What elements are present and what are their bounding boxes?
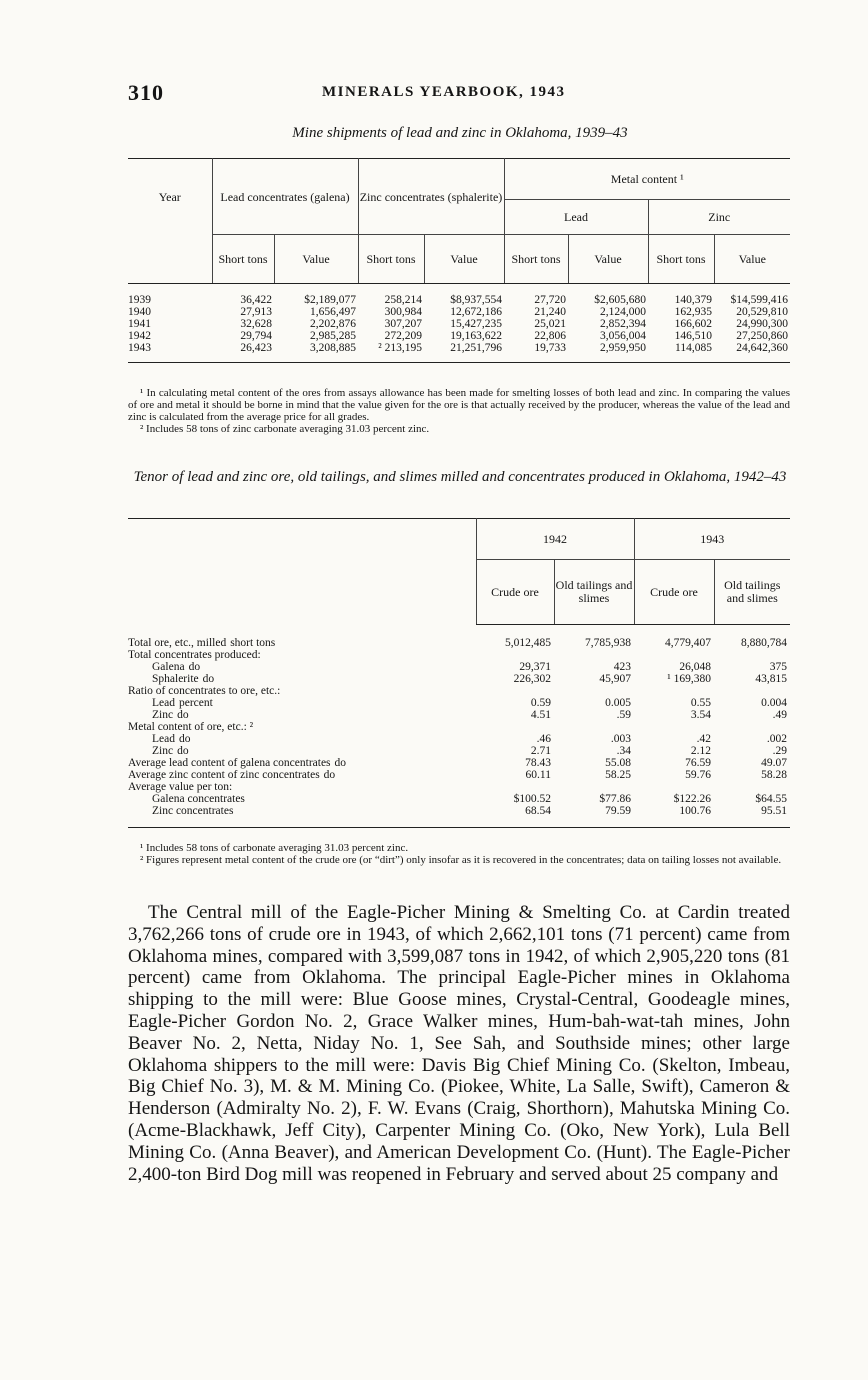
table-cell: 21,240 [534, 306, 566, 318]
table-row [128, 342, 790, 363]
table-cell: 43,815 [755, 673, 787, 685]
body-paragraph: The Central mill of the Eagle-Picher Mining & Smelting Co. at Cardin treated 3,762,266 tons of crude ore in 1943, of which 2,662,101 tons (71 percent) came from Oklahoma mines, compared with 3,599,087 tons in 1942, of which 2,905,220 tons (81 percent) came from Oklahoma. The principal Eagle-Picher mines in Oklahoma shipping to the mill were: Blue Goose mines, Crystal-Central, Goodeagle mines, Eagle-Picher Gordon No. 2, Grace Walker mines, Hum-bah-wat-tah mines, John Beaver No. 2, Netta, Niday No. 1, See Sah, and Southside mines; other large Oklahoma shippers to the mill were: Davis Big Chief Mining Co. (Skelton, Imbeau, Big Chief No. 3), M. & M. Mining Co. (Piokee, White, La Salle, Swift), Cameron & Henderson (Admiralty No. 2), F. W. Evans (Craig, Shorthorn), Mahutska Mining Co. (Acme-Blackhawk, Jeff City), Carpenter Mining Co. (Oko, New York), Lula Bell Mining Co. (Anna Beaver), and American Development Co. (Hunt). The Eagle-Picher 2,400-ton Bird Dog mill was reopened in February and served about 25 company and [128, 902, 790, 1185]
row-label [128, 733, 476, 745]
table-cell: $14,599,416 [730, 294, 788, 306]
page-number: 310 [128, 80, 164, 105]
table-cell: 140,379 [674, 294, 712, 306]
table-cell: ¹ 169,380 [667, 673, 711, 685]
metal-zinc-header: Zinc [648, 200, 790, 235]
table-cell: 0.55 [690, 697, 711, 709]
metal-lead-header: Lead [504, 200, 648, 235]
table-cell: 258,214 [384, 294, 422, 306]
col-old-tailings: Old tailings and slimes [714, 560, 790, 625]
table-cell: 0.59 [530, 697, 551, 709]
table-row [128, 709, 790, 721]
row-label [128, 697, 476, 709]
table-cell: 36,422 [240, 294, 272, 306]
table-cell: $2,189,077 [304, 294, 356, 306]
page-header [128, 80, 790, 106]
table-row [128, 284, 790, 307]
table-row [128, 625, 790, 650]
row-label-text: Zinc [152, 745, 174, 757]
row-label-text: Zinc concentrates [152, 805, 234, 817]
table1-footnotes [128, 387, 790, 435]
table-cell: $77.86 [599, 793, 631, 805]
table-cell: $2,605,680 [594, 294, 646, 306]
col-short-tons: Short tons [212, 235, 274, 284]
table-cell: 2,985,285 [310, 330, 356, 342]
row-label-text: Sphalerite [152, 673, 199, 685]
row-label-text: Average zinc content of zinc concentrates [128, 769, 320, 781]
table-cell: 78.43 [525, 757, 551, 769]
year-1942-header: 1942 [476, 519, 634, 560]
year-header: Year [158, 189, 181, 204]
table-cell: 7,785,938 [585, 637, 631, 649]
table-cell: 300,984 [384, 306, 422, 318]
table-cell: 22,806 [534, 330, 566, 342]
col-value: Value [424, 235, 504, 284]
zinc-concentrates-header: Zinc concentrates (sphalerite) [358, 159, 504, 235]
table-cell [634, 781, 714, 793]
table-cell: .59 [616, 709, 631, 721]
footnote: ¹ Includes 58 tons of carbonate averaging 31.03 percent zinc. [140, 842, 409, 854]
table-cell: 146,510 [674, 330, 712, 342]
table-cell: 3.54 [690, 709, 711, 721]
row-unit: do [178, 733, 191, 745]
table-cell: 29,794 [240, 330, 272, 342]
table-cell [714, 781, 790, 793]
table-cell [714, 721, 790, 733]
row-label [128, 709, 476, 721]
row-unit: do [202, 673, 215, 685]
table-row [128, 318, 790, 330]
year-cell: 1940 [128, 306, 151, 318]
year-cell: 1941 [128, 318, 151, 330]
table-cell [476, 649, 554, 661]
running-title: MINERALS YEARBOOK, 1943 [322, 84, 566, 100]
table-cell: 2.12 [690, 745, 711, 757]
table-cell: .49 [772, 709, 787, 721]
table-cell: 19,733 [504, 342, 568, 363]
table-cell: .42 [696, 733, 711, 745]
table-cell: 100.76 [634, 805, 714, 828]
row-label-text: Lead [152, 733, 175, 745]
table-cell: .29 [772, 745, 787, 757]
table-cell: 49.07 [761, 757, 787, 769]
table-row [128, 649, 790, 661]
table-cell [476, 685, 554, 697]
table-cell: 114,085 [648, 342, 714, 363]
table-cell: 162,935 [674, 306, 712, 318]
table-cell: 95.51 [714, 805, 790, 828]
table-cell: 2,852,394 [600, 318, 646, 330]
table-row [128, 661, 790, 673]
table-cell: 15,427,235 [450, 318, 502, 330]
table-row [128, 685, 790, 697]
table-row [128, 745, 790, 757]
table-cell: 24,642,360 [714, 342, 790, 363]
table-cell [476, 721, 554, 733]
year-cell: 1939 [128, 294, 151, 306]
row-label [128, 805, 476, 828]
row-label [128, 781, 476, 793]
table-cell: $64.55 [755, 793, 787, 805]
table-cell: 3,208,885 [274, 342, 358, 363]
lead-concentrates-header: Lead concentrates (galena) [212, 159, 358, 235]
row-unit: short tons [230, 636, 276, 649]
table-cell: 24,990,300 [736, 318, 788, 330]
table-cell: $8,937,554 [450, 294, 502, 306]
table-row [128, 721, 790, 733]
table-cell: 0.005 [605, 697, 631, 709]
table-cell [554, 649, 634, 661]
table-cell: 1,656,497 [310, 306, 356, 318]
table-row [128, 733, 790, 745]
table-cell [476, 781, 554, 793]
table-cell: 27,250,860 [736, 330, 788, 342]
table-cell: .46 [536, 733, 551, 745]
table-cell: 25,021 [534, 318, 566, 330]
table-cell: 272,209 [384, 330, 422, 342]
table-cell: $100.52 [513, 793, 551, 805]
row-label-text: Lead [152, 697, 175, 709]
table-cell [634, 649, 714, 661]
row-unit: do [188, 661, 201, 673]
table-cell: 2,959,950 [568, 342, 648, 363]
table-row [128, 306, 790, 318]
table-cell: $122.26 [673, 793, 711, 805]
table-row [128, 330, 790, 342]
table-cell: 32,628 [240, 318, 272, 330]
col-value: Value [714, 235, 790, 284]
row-label-text: Ratio of concentrates to ore, etc.: [128, 685, 281, 697]
metal-content-header: Metal content ¹ [504, 159, 790, 200]
table-cell: 2,202,876 [310, 318, 356, 330]
row-label-text: Average value per ton: [128, 781, 233, 793]
table2-footnotes [128, 842, 790, 866]
col-short-tons: Short tons [648, 235, 714, 284]
table-cell: ² 213,195 [358, 342, 424, 363]
table-cell: 375 [769, 661, 787, 673]
row-label [128, 745, 476, 757]
table-row [128, 769, 790, 781]
table-cell: 12,672,186 [450, 306, 502, 318]
lead-zinc-shipments-table [128, 158, 790, 363]
footnote: ² Includes 58 tons of zinc carbonate averaging 31.03 percent zinc. [140, 423, 430, 435]
year-1943-header: 1943 [634, 519, 790, 560]
table-cell: 58.28 [761, 769, 787, 781]
table-cell: 45,907 [599, 673, 631, 685]
row-label-text: Total concentrates produced: [128, 649, 261, 661]
table-cell [714, 649, 790, 661]
table-cell: 21,251,796 [424, 342, 504, 363]
row-unit: percent [178, 697, 213, 709]
footnote: ¹ In calculating metal content of the ores from assays allowance has been made for smelting losses of both lead and zinc. In comparing the values of ore and metal it should be borne in mind that the value given for the ore is that actually received by the producer, whereas the value of the lead and zinc is calculated from the average price for all grades. [128, 387, 790, 423]
row-label [128, 661, 476, 673]
row-label [128, 649, 476, 661]
row-label-text: Galena concentrates [152, 793, 245, 805]
col-short-tons: Short tons [358, 235, 424, 284]
col-old-tailings: Old tailings and slimes [554, 560, 634, 625]
table-row [128, 793, 790, 805]
table-cell [554, 781, 634, 793]
table-cell: 19,163,622 [450, 330, 502, 342]
table-row [128, 697, 790, 709]
col-crude-ore: Crude ore [476, 560, 554, 625]
table-cell: 58.25 [605, 769, 631, 781]
table-cell [554, 721, 634, 733]
table-cell: 60.11 [525, 769, 551, 781]
row-label [128, 673, 476, 685]
table-cell: 8,880,784 [741, 637, 787, 649]
row-label-text: Metal content of ore, etc.: ² [128, 721, 254, 733]
row-unit: do [177, 745, 189, 757]
table-cell: 3,056,004 [600, 330, 646, 342]
table-cell: 68.54 [476, 805, 554, 828]
table-cell: 2,124,000 [600, 306, 646, 318]
table-cell: 26,048 [679, 661, 711, 673]
table-row [128, 805, 790, 828]
tenor-ore-table [128, 518, 790, 828]
table2-caption: Tenor of lead and zinc ore, old tailings, and slimes milled and concentrates produced in Oklahoma, 1942–43 [133, 469, 787, 485]
label-header [128, 519, 476, 625]
row-label [128, 625, 476, 650]
row-label [128, 721, 476, 733]
table-cell: 27,720 [534, 294, 566, 306]
row-label [128, 793, 476, 805]
col-value: Value [568, 235, 648, 284]
row-label [128, 769, 476, 781]
table-cell [554, 685, 634, 697]
col-value: Value [274, 235, 358, 284]
table-cell: 307,207 [384, 318, 422, 330]
row-label-text: Total ore, etc., milled [128, 636, 227, 649]
col-crude-ore: Crude ore [634, 560, 714, 625]
table-row [128, 781, 790, 793]
row-label [128, 757, 476, 769]
table-cell: 79.59 [554, 805, 634, 828]
row-label-text: Galena [152, 661, 185, 673]
table-cell: 0.004 [761, 697, 787, 709]
table-cell: 423 [613, 661, 631, 673]
table-cell: 76.59 [685, 757, 711, 769]
table-row [128, 757, 790, 769]
table-cell: 59.76 [685, 769, 711, 781]
year-header-spacer [128, 235, 212, 284]
table-cell: 20,529,810 [736, 306, 788, 318]
table-cell: .003 [610, 733, 631, 745]
table-cell: 4,779,407 [665, 637, 711, 649]
year-cell: 1943 [128, 342, 212, 363]
row-label-text: Zinc [152, 709, 174, 721]
table-cell: 26,423 [212, 342, 274, 363]
table-cell: 27,913 [240, 306, 272, 318]
table-cell [714, 685, 790, 697]
table-cell: .34 [616, 745, 631, 757]
table-row [128, 673, 790, 685]
row-unit: do [323, 769, 336, 781]
row-unit: do [334, 757, 347, 769]
table-cell: 29,371 [519, 661, 551, 673]
table-cell: 55.08 [605, 757, 631, 769]
table-cell: 166,602 [674, 318, 712, 330]
row-label-text: Average lead content of galena concentrates [128, 757, 331, 769]
table-cell: 226,302 [513, 673, 551, 685]
table-cell: 5,012,485 [505, 637, 551, 649]
row-unit: do [177, 709, 189, 721]
table-cell [634, 721, 714, 733]
table-cell: .002 [766, 733, 787, 745]
col-short-tons: Short tons [504, 235, 568, 284]
table-cell: 2.71 [530, 745, 551, 757]
table1-caption: Mine shipments of lead and zinc in Oklahoma, 1939–43 [292, 125, 628, 141]
year-cell: 1942 [128, 330, 151, 342]
table-cell: 4.51 [530, 709, 551, 721]
row-label [128, 685, 476, 697]
footnote: ² Figures represent metal content of the crude ore (or “dirt”) only insofar as it is recovered in the concentrates; data on tailing losses not available. [140, 854, 782, 866]
table-cell [634, 685, 714, 697]
